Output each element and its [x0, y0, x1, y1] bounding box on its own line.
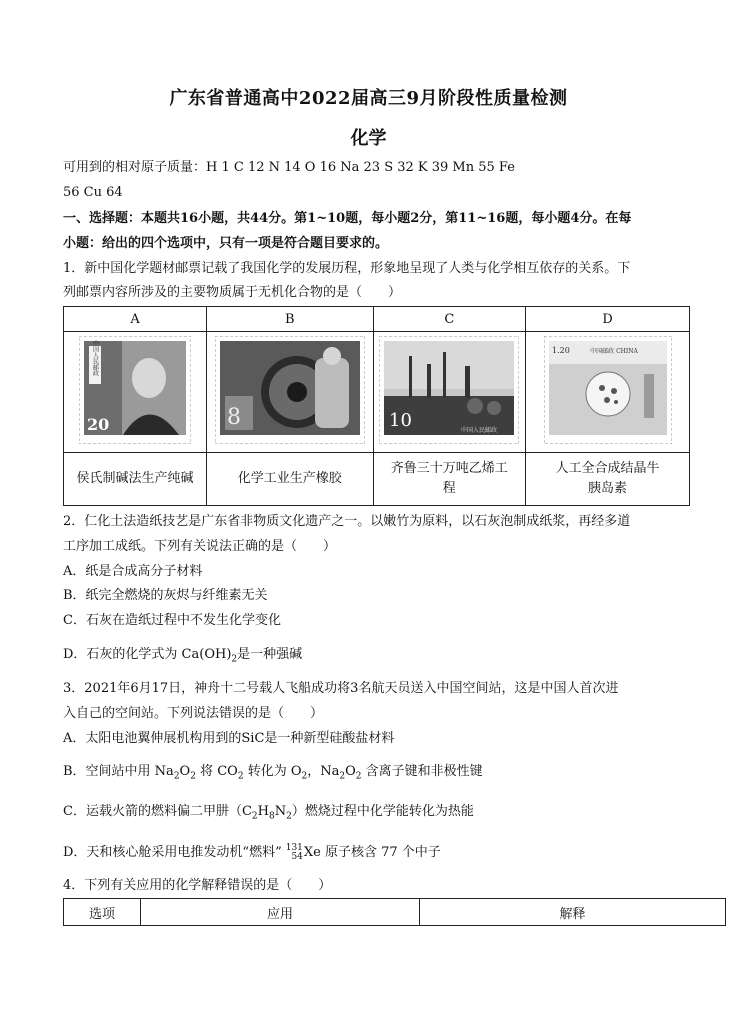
option-c-caption-text-2: 程 [442, 481, 456, 496]
stamp-b-cell [207, 332, 373, 453]
stamp-a-country: 中国人民邮政 [91, 340, 99, 376]
question-2-option-d [63, 645, 707, 670]
section-1-instructions-1: 一、选择题：本题共16小题，共44分。第1~10题，每小题2分，第11~16题，每小题4分。在每 [63, 211, 632, 226]
question-3-line-1: 3．2021年6月17日，神舟十二号载人飞船成功将3名航天员送入中国空间站，这是中国人首次进 [63, 681, 619, 696]
stamp-b-image [215, 336, 365, 444]
stamp-d-cell [526, 332, 690, 453]
q3b-7: 转化为 O [243, 764, 302, 779]
xe-nuclide-numbers [286, 844, 303, 862]
option-c-caption-text-1: 齐鲁三十万吨乙烯工 [390, 461, 508, 476]
q4-header-application: 应用 [141, 899, 420, 926]
question-2-option-b: B．纸完全燃烧的灰烬与纤维素无关 [63, 588, 268, 603]
option-c-header: C [373, 307, 526, 332]
stamp-a-value: 20 [87, 415, 110, 434]
section-1-instructions-2: 小题：给出的四个选项中，只有一项是符合题目要求的。 [63, 236, 389, 251]
question-3-option-c [63, 802, 707, 827]
q3b-6: 2 [237, 771, 244, 782]
q3b-5: 将 CO [195, 764, 238, 779]
option-a-header: A [64, 307, 207, 332]
option-a-caption-text: 侯氏制碱法生产纯碱 [76, 471, 194, 486]
question-3-option-d [63, 843, 707, 863]
q4-header-explanation: 解释 [420, 899, 726, 926]
question-4-line-1: 4．下列有关应用的化学解释错误的是（ ） [63, 878, 332, 893]
stamp-c-value: 10 [389, 410, 413, 431]
q3c-4: 8 [268, 811, 275, 822]
q3b-10: 2 [339, 771, 346, 782]
q3b-2: 2 [173, 771, 180, 782]
stamp-b-value: 8 [226, 405, 241, 430]
option-d-caption-text-1: 人工全合成结晶牛 [555, 461, 660, 476]
stamp-a-image [79, 336, 191, 444]
question-2-option-a: A．纸是合成高分子材料 [63, 564, 203, 579]
option-b-caption-text: 化学工业生产橡胶 [237, 471, 342, 486]
question-2-option-c: C．石灰在造纸过程中不发生化学变化 [63, 613, 281, 628]
q3c-3: H [257, 804, 269, 819]
question-3-option-a: A．太阳电池翼伸展机构用到的SiC是一种新型硅酸盐材料 [63, 731, 395, 746]
option-d-header: D [526, 307, 690, 332]
q3b-1: B．空间站中用 Na [63, 764, 174, 779]
atomic-masses-line-2: 56 Cu 64 [63, 185, 123, 200]
question-1-stamp-table [63, 306, 690, 506]
q3d-2: Xe 原子核含 77 个中子 [303, 845, 441, 860]
stamp-d-value: 1.20 [551, 346, 570, 355]
xe-mass-number: 131 [285, 842, 303, 853]
q3b-13: 含离子键和非极性键 [361, 764, 483, 779]
q3c-2: 2 [251, 811, 258, 822]
q3c-7: ）燃烧过程中化学能转化为热能 [291, 804, 474, 819]
question-3-line-2: 入自己的空间站。下列说法错误的是（ ） [63, 706, 324, 721]
subject-title: 化学 [350, 128, 387, 149]
q2d-text-1: D．石灰的化学式为 Ca(OH) [63, 647, 232, 662]
stamp-d-country: 中国邮政 CHINA [589, 348, 638, 355]
stamp-c-image [379, 336, 519, 444]
q3b-9: ，Na [307, 764, 340, 779]
q2d-sub: 2 [231, 654, 238, 665]
q3b-3: O [179, 764, 191, 779]
option-b-caption [207, 453, 373, 506]
question-4-table [63, 898, 726, 926]
stamp-d-image [544, 336, 672, 444]
stamp-a-cell [64, 332, 207, 453]
question-1-line-1: 1．新中国化学题材邮票记载了我国化学的发展历程，形象地呈现了人类与化学相互依存的关系。下 [63, 261, 631, 276]
q3b-8: 2 [301, 771, 308, 782]
atomic-masses-line-1: 可用到的相对原子质量：H 1 C 12 N 14 O 16 Na 23 S 32 K 39 Mn 55 Fe [63, 160, 515, 175]
option-d-caption [526, 453, 690, 506]
q2d-text-2: 是一种强碱 [237, 647, 303, 662]
q3c-5: N [274, 804, 287, 819]
option-b-header: B [207, 307, 373, 332]
question-3-option-b [63, 762, 707, 787]
page-title: 广东省普通高中2022届高三9月阶段性质量检测 [169, 88, 568, 109]
stamp-c-cell [373, 332, 526, 453]
q3b-11: O [345, 764, 356, 779]
question-2-line-1: 2．仁化土法造纸技艺是广东省非物质文化遗产之一。以嫩竹为原料，以石灰泡制成纸浆，再经多道 [63, 514, 631, 529]
q3b-4: 2 [190, 771, 196, 782]
option-d-caption-text-2: 胰岛素 [588, 481, 628, 496]
option-c-caption [373, 453, 526, 506]
option-a-caption [64, 453, 207, 506]
question-2-line-2: 工序加工成纸。下列有关说法正确的是（ ） [63, 539, 337, 554]
q3d-1: D．天和核心舱采用电推发动机“燃料” [63, 845, 282, 860]
q3c-1: C．运载火箭的燃料偏二甲肼（C [63, 804, 252, 819]
question-1-line-2: 列邮票内容所涉及的主要物质属于无机化合物的是（ ） [63, 285, 402, 300]
q4-header-option: 选项 [64, 899, 141, 926]
xe-atomic-number: 54 [291, 851, 303, 862]
q3b-12: 2 [355, 771, 362, 782]
stamp-c-country: 中国人民邮政 [461, 427, 498, 434]
q3c-6: 2 [286, 811, 292, 822]
